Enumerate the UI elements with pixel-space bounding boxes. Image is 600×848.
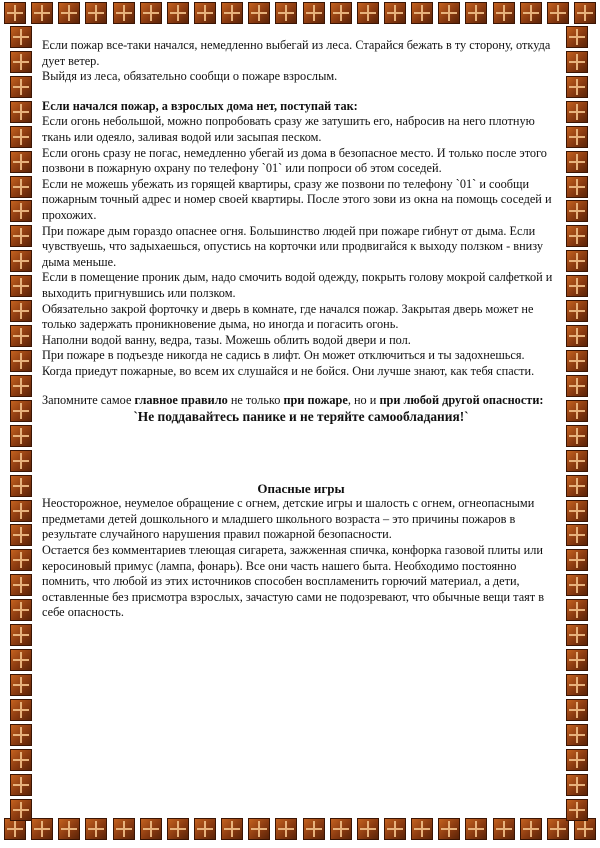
brick-icon: [31, 818, 53, 840]
brick-icon: [4, 818, 26, 840]
brick-icon: [10, 375, 32, 397]
brick-icon: [10, 549, 32, 571]
brick-icon: [574, 818, 596, 840]
brick-icon: [566, 724, 588, 746]
brick-icon: [465, 2, 487, 24]
brick-icon: [330, 2, 352, 24]
brick-icon: [384, 2, 406, 24]
rule-paragraph: Обязательно закрой форточку и дверь в комнате, где начался пожар. Закрытая дверь может не только задержать проникновение дыма, но иногда и погасить огонь.: [42, 301, 534, 332]
brick-icon: [167, 2, 189, 24]
brick-icon: [566, 425, 588, 447]
rule-paragraph: Если в помещение проник дым, надо смочить водой одежду, покрыть голову мокрой салфеткой и выходить пригнувшись или ползком.: [42, 270, 553, 300]
brick-icon: [566, 649, 588, 671]
brick-icon: [113, 2, 135, 24]
brick-icon: [10, 51, 32, 73]
brick-icon: [10, 724, 32, 746]
brick-icon: [566, 624, 588, 646]
brick-icon: [566, 250, 588, 272]
brick-icon: [248, 2, 270, 24]
brick-icon: [493, 2, 515, 24]
brick-icon: [221, 818, 243, 840]
brick-icon: [566, 350, 588, 372]
brick-icon: [10, 649, 32, 671]
brick-icon: [10, 250, 32, 272]
brick-icon: [10, 275, 32, 297]
brick-icon: [566, 450, 588, 472]
brick-icon: [574, 2, 596, 24]
brick-icon: [566, 275, 588, 297]
brick-icon: [10, 400, 32, 422]
brick-icon: [275, 818, 297, 840]
rule-paragraph: Когда приедут пожарные, во всем их слушайся и не бойся. Они лучше знают, как тебя спасти.: [42, 363, 535, 378]
brick-icon: [465, 818, 487, 840]
brick-icon: [384, 818, 406, 840]
brick-icon: [194, 818, 216, 840]
brick-icon: [566, 51, 588, 73]
brick-icon: [31, 2, 53, 24]
rule-paragraph: Наполни водой ванну, ведра, тазы. Можешь облить водой двери и пол.: [42, 332, 411, 347]
brick-icon: [566, 574, 588, 596]
brick-icon: [85, 818, 107, 840]
rule-paragraph: При пожаре дым гораздо опаснее огня. Большинство людей при пожаре гибнут от дыма. Если чувствуешь, что задыхаешься, опустись на корточки или продвигайся к выходу ползком - внизу дыма меньше.: [42, 223, 543, 269]
brick-icon: [566, 200, 588, 222]
remember-paragraph: Запомните самое главное правило не только при пожаре, но и при любой другой опасности:: [42, 393, 544, 408]
section-title: Опасные игры: [257, 480, 345, 496]
brick-icon: [10, 76, 32, 98]
brick-icon: [10, 176, 32, 198]
brick-icon: [566, 524, 588, 546]
brick-icon: [566, 76, 588, 98]
brick-icon: [566, 126, 588, 148]
brick-icon: [140, 818, 162, 840]
brick-icon: [493, 818, 515, 840]
brick-icon: [10, 450, 32, 472]
brick-icon: [10, 500, 32, 522]
brick-icon: [4, 2, 26, 24]
brick-icon: [547, 2, 569, 24]
brick-icon: [10, 151, 32, 173]
rule-paragraph: Если огонь небольшой, можно попробовать сразу же затушить его, набросив на него плотную ткань или одеяло, заливая водой или засыпая песком.: [42, 114, 535, 144]
brick-icon: [275, 2, 297, 24]
brick-icon: [566, 475, 588, 497]
brick-icon: [330, 818, 352, 840]
brick-icon: [566, 500, 588, 522]
games-paragraph: Неосторожное, неумелое обращение с огнем, детские игры и шалость с огнем, огнеопасными предметами детей дошкольного и младшего школьного возраста – это причины пожаров в результате случайного нарушения правил пожарной безопасности.: [42, 496, 535, 542]
brick-icon: [10, 225, 32, 247]
brick-icon: [167, 818, 189, 840]
brick-icon: [10, 300, 32, 322]
brick-icon: [10, 749, 32, 771]
border-bottom: [0, 818, 600, 848]
brick-icon: [10, 101, 32, 123]
brick-icon: [10, 624, 32, 646]
brick-icon: [10, 425, 32, 447]
brick-icon: [10, 774, 32, 796]
brick-icon: [566, 400, 588, 422]
brick-icon: [357, 818, 379, 840]
brick-icon: [303, 818, 325, 840]
brick-icon: [411, 2, 433, 24]
brick-icon: [58, 2, 80, 24]
brick-icon: [411, 818, 433, 840]
rule-paragraph: Если огонь сразу не погас, немедленно убегай из дома в безопасное место. И только после этого позвони в пожарную охрану по телефону `01` или попроси об этом соседей.: [42, 145, 547, 176]
brick-icon: [566, 101, 588, 123]
brick-icon: [10, 26, 32, 48]
brick-icon: [566, 26, 588, 48]
brick-icon: [10, 599, 32, 621]
brick-icon: [566, 176, 588, 198]
brick-icon: [566, 799, 588, 821]
brick-icon: [10, 475, 32, 497]
brick-icon: [113, 818, 135, 840]
paragraph-tell-adults: Выйдя из леса, обязательно сообщи о пожаре взрослым.: [42, 69, 338, 84]
brick-icon: [566, 599, 588, 621]
brick-icon: [566, 325, 588, 347]
brick-icon: [10, 574, 32, 596]
brick-icon: [520, 2, 542, 24]
brick-icon: [10, 350, 32, 372]
border-left: [10, 26, 36, 821]
brick-icon: [85, 2, 107, 24]
rule-paragraph: Если не можешь убежать из горящей квартиры, сразу же позвони по телефону `01` и сообщи пожарным точный адрес и номер своей квартиры. После этого зови из окна на помощь соседей и прохожих.: [42, 176, 552, 222]
brick-icon: [566, 151, 588, 173]
brick-icon: [10, 699, 32, 721]
brick-icon: [221, 2, 243, 24]
brick-icon: [566, 749, 588, 771]
brick-icon: [10, 325, 32, 347]
brick-icon: [248, 818, 270, 840]
border-right: [566, 26, 592, 821]
border-top: [0, 2, 600, 32]
brick-icon: [566, 774, 588, 796]
brick-icon: [10, 200, 32, 222]
brick-icon: [438, 2, 460, 24]
brick-icon: [194, 2, 216, 24]
brick-icon: [10, 524, 32, 546]
heading-no-adults: Если начался пожар, а взрослых дома нет, поступай так:: [42, 98, 358, 113]
brick-icon: [566, 375, 588, 397]
brick-icon: [566, 674, 588, 696]
brick-icon: [10, 799, 32, 821]
slogan: `Не поддавайтесь панике и не теряйте самообладания!`: [133, 409, 469, 425]
brick-icon: [10, 674, 32, 696]
brick-icon: [303, 2, 325, 24]
brick-icon: [10, 126, 32, 148]
brick-icon: [520, 818, 542, 840]
brick-icon: [566, 300, 588, 322]
brick-icon: [58, 818, 80, 840]
brick-icon: [438, 818, 460, 840]
brick-icon: [547, 818, 569, 840]
brick-icon: [357, 2, 379, 24]
games-paragraph: Остается без комментариев тлеющая сигарета, зажженная спичка, конфорка газовой плиты или керосиновый примус (лампа, фонарь). Все они часть нашего быта. Необходимо постоянно помнить, что любой из этих источников способен воспламенить горючий материал, а дети, оставленные без присмотра взрослых, зачастую сами не подозревают, что обычные вещи таят в себе опасность.: [42, 543, 545, 620]
brick-icon: [566, 225, 588, 247]
rule-paragraph: При пожаре в подъезде никогда не садись в лифт. Он может отключиться и ты задохнешься.: [42, 348, 525, 363]
document-body: [42, 38, 560, 621]
brick-icon: [140, 2, 162, 24]
brick-icon: [566, 549, 588, 571]
paragraph-forest-escape: Если пожар все-таки начался, немедленно выбегай из леса. Старайся бежать в ту сторону, откуда дует ветер.: [42, 38, 551, 68]
brick-icon: [566, 699, 588, 721]
